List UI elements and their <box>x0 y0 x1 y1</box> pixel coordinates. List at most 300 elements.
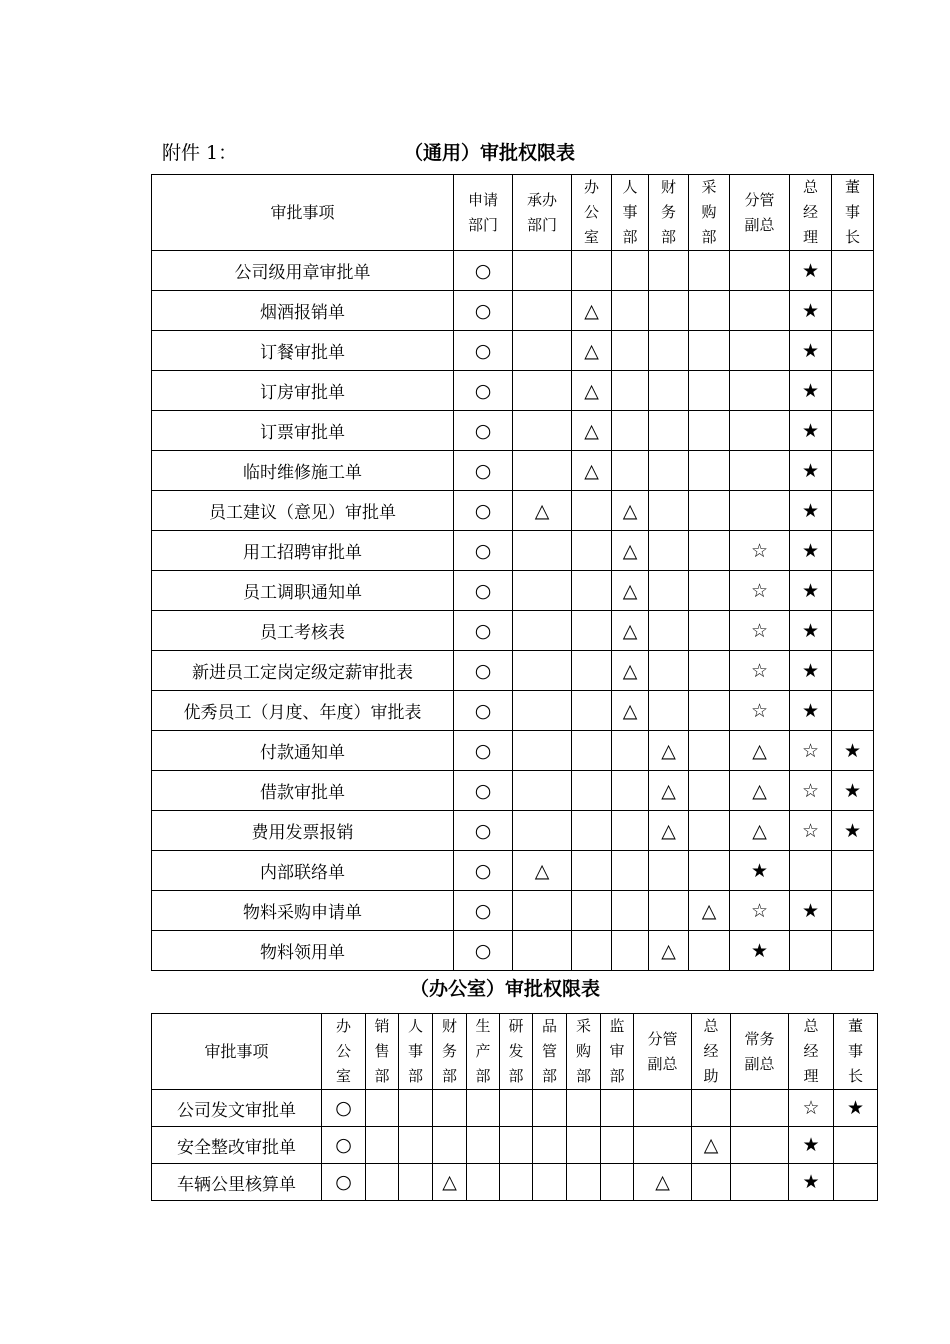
office-table-title: （办公室）审批权限表 <box>410 978 601 1000</box>
column-header <box>513 175 572 251</box>
hollow-star-mark: ☆ <box>790 731 832 771</box>
circle-mark: ○ <box>454 291 513 331</box>
solid-star-mark: ★ <box>790 411 832 451</box>
empty-cell <box>692 1090 731 1127</box>
empty-cell <box>730 251 790 291</box>
empty-cell <box>601 1164 634 1201</box>
circle-mark: ○ <box>322 1090 366 1127</box>
column-header-line: 经 <box>803 1042 819 1060</box>
table-row <box>152 1164 878 1201</box>
table-row <box>152 291 874 331</box>
empty-cell <box>433 1127 467 1164</box>
empty-cell <box>832 931 874 971</box>
solid-star-mark: ★ <box>790 571 832 611</box>
empty-cell <box>731 1164 789 1201</box>
triangle-mark: △ <box>649 811 689 851</box>
column-header-line: 申请 <box>467 190 498 209</box>
column-header-line: 经 <box>802 203 818 221</box>
empty-cell <box>572 931 612 971</box>
solid-star-mark: ★ <box>730 851 790 891</box>
hollow-star-mark: ☆ <box>730 691 790 731</box>
empty-cell <box>730 291 790 331</box>
empty-cell <box>649 291 689 331</box>
column-header-line: 财 <box>660 178 676 196</box>
triangle-mark: △ <box>572 291 612 331</box>
column-header-line: 购 <box>575 1042 591 1060</box>
empty-cell <box>689 291 730 331</box>
table-row <box>152 571 874 611</box>
empty-cell <box>513 611 572 651</box>
empty-cell <box>689 491 730 531</box>
approval-item-name: 员工建议（意见）审批单 <box>152 491 454 531</box>
hollow-star-mark: ☆ <box>790 771 832 811</box>
solid-star-mark: ★ <box>790 251 832 291</box>
empty-cell <box>572 851 612 891</box>
solid-star-mark: ★ <box>790 451 832 491</box>
empty-cell <box>649 411 689 451</box>
empty-cell <box>513 811 572 851</box>
empty-cell <box>533 1090 567 1127</box>
empty-cell <box>366 1164 399 1201</box>
column-header-line: 室 <box>335 1067 351 1085</box>
empty-cell <box>832 691 874 731</box>
empty-cell <box>513 771 572 811</box>
empty-cell <box>467 1164 500 1201</box>
empty-cell <box>649 531 689 571</box>
column-header-line: 经 <box>703 1042 719 1060</box>
empty-cell <box>567 1090 601 1127</box>
approval-item-name: 借款审批单 <box>152 771 454 811</box>
empty-cell <box>689 411 730 451</box>
approval-item-name: 物料采购申请单 <box>152 891 454 931</box>
empty-cell <box>832 251 874 291</box>
circle-mark: ○ <box>454 531 513 571</box>
column-header <box>572 175 612 251</box>
triangle-mark: △ <box>649 731 689 771</box>
empty-cell <box>572 491 612 531</box>
circle-mark: ○ <box>454 331 513 371</box>
empty-cell <box>634 1127 692 1164</box>
triangle-mark: △ <box>692 1127 731 1164</box>
empty-cell <box>467 1090 500 1127</box>
hollow-star-mark: ☆ <box>730 531 790 571</box>
empty-cell <box>832 371 874 411</box>
column-header <box>634 1014 692 1090</box>
empty-cell <box>689 851 730 891</box>
general-table-title: （通用）审批权限表 <box>404 142 576 164</box>
approval-item-name: 付款通知单 <box>152 731 454 771</box>
empty-cell <box>689 611 730 651</box>
empty-cell <box>649 451 689 491</box>
column-header-line: 售 <box>374 1042 390 1060</box>
empty-cell <box>834 1164 878 1201</box>
column-header-line: 长 <box>847 1067 863 1085</box>
table-row <box>152 331 874 371</box>
empty-cell <box>533 1127 567 1164</box>
column-header-line: 公 <box>583 203 599 221</box>
empty-cell <box>572 251 612 291</box>
empty-cell <box>601 1127 634 1164</box>
empty-cell <box>513 931 572 971</box>
empty-cell <box>366 1127 399 1164</box>
empty-cell <box>832 611 874 651</box>
empty-cell <box>832 451 874 491</box>
empty-cell <box>649 611 689 651</box>
empty-cell <box>500 1127 533 1164</box>
approval-item-name: 公司级用章审批单 <box>152 251 454 291</box>
column-header-line: 部门 <box>526 215 557 234</box>
column-header-line: 人 <box>407 1017 423 1035</box>
empty-cell <box>612 331 649 371</box>
column-header <box>533 1014 567 1090</box>
table-row <box>152 371 874 411</box>
column-header-line: 务 <box>660 203 676 221</box>
empty-cell <box>730 371 790 411</box>
column-header-line: 总 <box>802 178 818 196</box>
empty-cell <box>500 1164 533 1201</box>
empty-cell <box>612 811 649 851</box>
empty-cell <box>513 891 572 931</box>
approval-item-name: 订票审批单 <box>152 411 454 451</box>
table-row <box>152 491 874 531</box>
triangle-mark: △ <box>649 931 689 971</box>
empty-cell <box>730 451 790 491</box>
empty-cell <box>572 531 612 571</box>
empty-cell <box>366 1090 399 1127</box>
triangle-mark: △ <box>612 531 649 571</box>
empty-cell <box>649 251 689 291</box>
circle-mark: ○ <box>454 651 513 691</box>
column-header-line: 部 <box>541 1067 557 1085</box>
empty-cell <box>612 771 649 811</box>
table-row <box>152 251 874 291</box>
empty-cell <box>513 651 572 691</box>
empty-cell <box>832 331 874 371</box>
empty-cell <box>513 691 572 731</box>
empty-cell <box>513 291 572 331</box>
empty-cell <box>612 731 649 771</box>
triangle-mark: △ <box>730 731 790 771</box>
empty-cell <box>689 251 730 291</box>
empty-cell <box>832 891 874 931</box>
column-header-item: 审批事项 <box>152 175 454 251</box>
circle-mark: ○ <box>454 491 513 531</box>
empty-cell <box>500 1090 533 1127</box>
approval-item-name: 公司发文审批单 <box>152 1090 322 1127</box>
page-heading <box>162 134 882 168</box>
solid-star-mark: ★ <box>730 931 790 971</box>
column-header-line: 常务 <box>744 1029 775 1048</box>
empty-cell <box>399 1090 433 1127</box>
table-row <box>152 891 874 931</box>
approval-item-name: 车辆公里核算单 <box>152 1164 322 1201</box>
circle-mark: ○ <box>454 931 513 971</box>
empty-cell <box>433 1090 467 1127</box>
circle-mark: ○ <box>454 851 513 891</box>
table-row <box>152 931 874 971</box>
empty-cell <box>612 931 649 971</box>
column-header-line: 副总 <box>647 1054 678 1073</box>
empty-cell <box>649 851 689 891</box>
empty-cell <box>513 371 572 411</box>
solid-star-mark: ★ <box>790 691 832 731</box>
column-header <box>689 175 730 251</box>
empty-cell <box>832 571 874 611</box>
table-row <box>152 1127 878 1164</box>
empty-cell <box>649 891 689 931</box>
column-header <box>790 175 832 251</box>
hollow-star-mark: ☆ <box>730 571 790 611</box>
solid-star-mark: ★ <box>790 651 832 691</box>
column-header-line: 品 <box>541 1017 557 1035</box>
table-row <box>152 771 874 811</box>
column-header-line: 生 <box>475 1017 491 1035</box>
column-header-line: 务 <box>441 1042 457 1060</box>
circle-mark: ○ <box>454 251 513 291</box>
column-header-line: 事 <box>407 1042 423 1060</box>
column-header-line: 审 <box>609 1042 625 1060</box>
empty-cell <box>832 291 874 331</box>
column-header-line: 事 <box>847 1042 863 1060</box>
triangle-mark: △ <box>433 1164 467 1201</box>
triangle-mark: △ <box>689 891 730 931</box>
solid-star-mark: ★ <box>832 771 874 811</box>
empty-cell <box>730 331 790 371</box>
column-header-line: 室 <box>583 228 599 246</box>
column-header <box>322 1014 366 1090</box>
triangle-mark: △ <box>634 1164 692 1201</box>
column-header <box>649 175 689 251</box>
empty-cell <box>612 291 649 331</box>
solid-star-mark: ★ <box>789 1164 834 1201</box>
column-header-line: 总 <box>803 1017 819 1035</box>
empty-cell <box>689 451 730 491</box>
empty-cell <box>533 1164 567 1201</box>
empty-cell <box>832 531 874 571</box>
empty-cell <box>832 411 874 451</box>
empty-cell <box>649 371 689 411</box>
empty-cell <box>467 1127 500 1164</box>
empty-cell <box>689 931 730 971</box>
column-header-line: 事 <box>844 203 860 221</box>
empty-cell <box>689 691 730 731</box>
empty-cell <box>572 651 612 691</box>
approval-item-name: 员工考核表 <box>152 611 454 651</box>
column-header-line: 部门 <box>467 215 498 234</box>
empty-cell <box>731 1127 789 1164</box>
general-approval-table <box>151 174 874 971</box>
column-header-line: 办 <box>583 178 599 196</box>
empty-cell <box>730 411 790 451</box>
empty-cell <box>689 331 730 371</box>
empty-cell <box>649 331 689 371</box>
column-header-line: 管 <box>541 1042 557 1060</box>
column-header-line: 购 <box>701 203 717 221</box>
empty-cell <box>601 1090 634 1127</box>
empty-cell <box>513 731 572 771</box>
column-header <box>567 1014 601 1090</box>
column-header-line: 产 <box>475 1042 491 1060</box>
column-header <box>399 1014 433 1090</box>
empty-cell <box>513 451 572 491</box>
empty-cell <box>649 651 689 691</box>
approval-item-name: 内部联络单 <box>152 851 454 891</box>
empty-cell <box>612 251 649 291</box>
triangle-mark: △ <box>572 411 612 451</box>
empty-cell <box>572 771 612 811</box>
triangle-mark: △ <box>612 491 649 531</box>
column-header <box>731 1014 789 1090</box>
empty-cell <box>572 731 612 771</box>
column-header-line: 助 <box>703 1067 719 1085</box>
column-header-line: 理 <box>802 228 818 246</box>
approval-item-name: 订房审批单 <box>152 371 454 411</box>
circle-mark: ○ <box>322 1164 366 1201</box>
solid-star-mark: ★ <box>790 291 832 331</box>
empty-cell <box>649 491 689 531</box>
column-header-line: 长 <box>844 228 860 246</box>
column-header-line: 总 <box>703 1017 719 1035</box>
column-header-line: 部 <box>622 228 638 246</box>
empty-cell <box>730 491 790 531</box>
column-header-line: 研 <box>508 1017 524 1035</box>
column-header-line: 部 <box>575 1067 591 1085</box>
column-header-line: 人 <box>622 178 638 196</box>
table-row <box>152 531 874 571</box>
solid-star-mark: ★ <box>790 891 832 931</box>
approval-item-name: 物料领用单 <box>152 931 454 971</box>
empty-cell <box>832 491 874 531</box>
solid-star-mark: ★ <box>790 371 832 411</box>
empty-cell <box>572 571 612 611</box>
column-header-line: 财 <box>441 1017 457 1035</box>
empty-cell <box>612 371 649 411</box>
empty-cell <box>689 371 730 411</box>
column-header-line: 销 <box>374 1017 390 1035</box>
empty-cell <box>612 411 649 451</box>
column-header-line: 采 <box>701 178 717 196</box>
empty-cell <box>834 1127 878 1164</box>
empty-cell <box>689 651 730 691</box>
office-approval-table <box>151 1013 878 1201</box>
circle-mark: ○ <box>454 611 513 651</box>
triangle-mark: △ <box>572 371 612 411</box>
empty-cell <box>731 1090 789 1127</box>
circle-mark: ○ <box>454 411 513 451</box>
column-header-line: 承办 <box>526 190 557 209</box>
column-header <box>601 1014 634 1090</box>
column-header <box>366 1014 399 1090</box>
empty-cell <box>513 571 572 611</box>
attachment-label: 附件 1： <box>162 142 238 164</box>
column-header-line: 董 <box>847 1017 863 1035</box>
approval-item-name: 员工调职通知单 <box>152 571 454 611</box>
column-header-line: 部 <box>374 1067 390 1085</box>
empty-cell <box>572 691 612 731</box>
triangle-mark: △ <box>513 491 572 531</box>
circle-mark: ○ <box>454 571 513 611</box>
solid-star-mark: ★ <box>832 731 874 771</box>
column-header-item: 审批事项 <box>152 1014 322 1090</box>
empty-cell <box>689 571 730 611</box>
column-header <box>454 175 513 251</box>
column-header-line: 部 <box>508 1067 524 1085</box>
approval-item-name: 费用发票报销 <box>152 811 454 851</box>
table-row <box>152 651 874 691</box>
triangle-mark: △ <box>730 771 790 811</box>
column-header-line: 采 <box>575 1017 591 1035</box>
empty-cell <box>649 691 689 731</box>
column-header <box>433 1014 467 1090</box>
empty-cell <box>692 1164 731 1201</box>
column-header-line: 发 <box>508 1042 524 1060</box>
empty-cell <box>689 731 730 771</box>
empty-cell <box>513 251 572 291</box>
column-header <box>467 1014 500 1090</box>
approval-item-name: 订餐审批单 <box>152 331 454 371</box>
solid-star-mark: ★ <box>834 1090 878 1127</box>
empty-cell <box>689 771 730 811</box>
empty-cell <box>399 1127 433 1164</box>
column-header-line: 理 <box>803 1067 819 1085</box>
table-row <box>152 451 874 491</box>
empty-cell <box>689 811 730 851</box>
approval-item-name: 新进员工定岗定级定薪审批表 <box>152 651 454 691</box>
table-row <box>152 851 874 891</box>
circle-mark: ○ <box>454 371 513 411</box>
column-header-line: 公 <box>335 1042 351 1060</box>
column-header <box>612 175 649 251</box>
approval-item-name: 优秀员工（月度、年度）审批表 <box>152 691 454 731</box>
solid-star-mark: ★ <box>789 1127 834 1164</box>
empty-cell <box>612 451 649 491</box>
approval-item-name: 烟酒报销单 <box>152 291 454 331</box>
table-row <box>152 1090 878 1127</box>
solid-star-mark: ★ <box>790 491 832 531</box>
column-header-line: 分管 <box>744 190 775 209</box>
empty-cell <box>572 891 612 931</box>
solid-star-mark: ★ <box>790 331 832 371</box>
approval-item-name: 安全整改审批单 <box>152 1127 322 1164</box>
triangle-mark: △ <box>572 331 612 371</box>
column-header-line: 办 <box>335 1017 351 1035</box>
column-header <box>789 1014 834 1090</box>
column-header-line: 分管 <box>647 1029 678 1048</box>
empty-cell <box>567 1164 601 1201</box>
column-header-line: 部 <box>475 1067 491 1085</box>
column-header <box>832 175 874 251</box>
empty-cell <box>832 651 874 691</box>
circle-mark: ○ <box>454 811 513 851</box>
empty-cell <box>612 891 649 931</box>
column-header-line: 部 <box>441 1067 457 1085</box>
hollow-star-mark: ☆ <box>789 1090 834 1127</box>
table-row <box>152 811 874 851</box>
hollow-star-mark: ☆ <box>730 611 790 651</box>
column-header <box>834 1014 878 1090</box>
column-header-line: 副总 <box>744 215 775 234</box>
solid-star-mark: ★ <box>790 611 832 651</box>
hollow-star-mark: ☆ <box>790 811 832 851</box>
triangle-mark: △ <box>513 851 572 891</box>
approval-item-name: 临时维修施工单 <box>152 451 454 491</box>
empty-cell <box>572 811 612 851</box>
empty-cell <box>689 531 730 571</box>
approval-item-name: 用工招聘审批单 <box>152 531 454 571</box>
column-header-line: 董 <box>844 178 860 196</box>
column-header-line: 部 <box>701 228 717 246</box>
table-row <box>152 411 874 451</box>
